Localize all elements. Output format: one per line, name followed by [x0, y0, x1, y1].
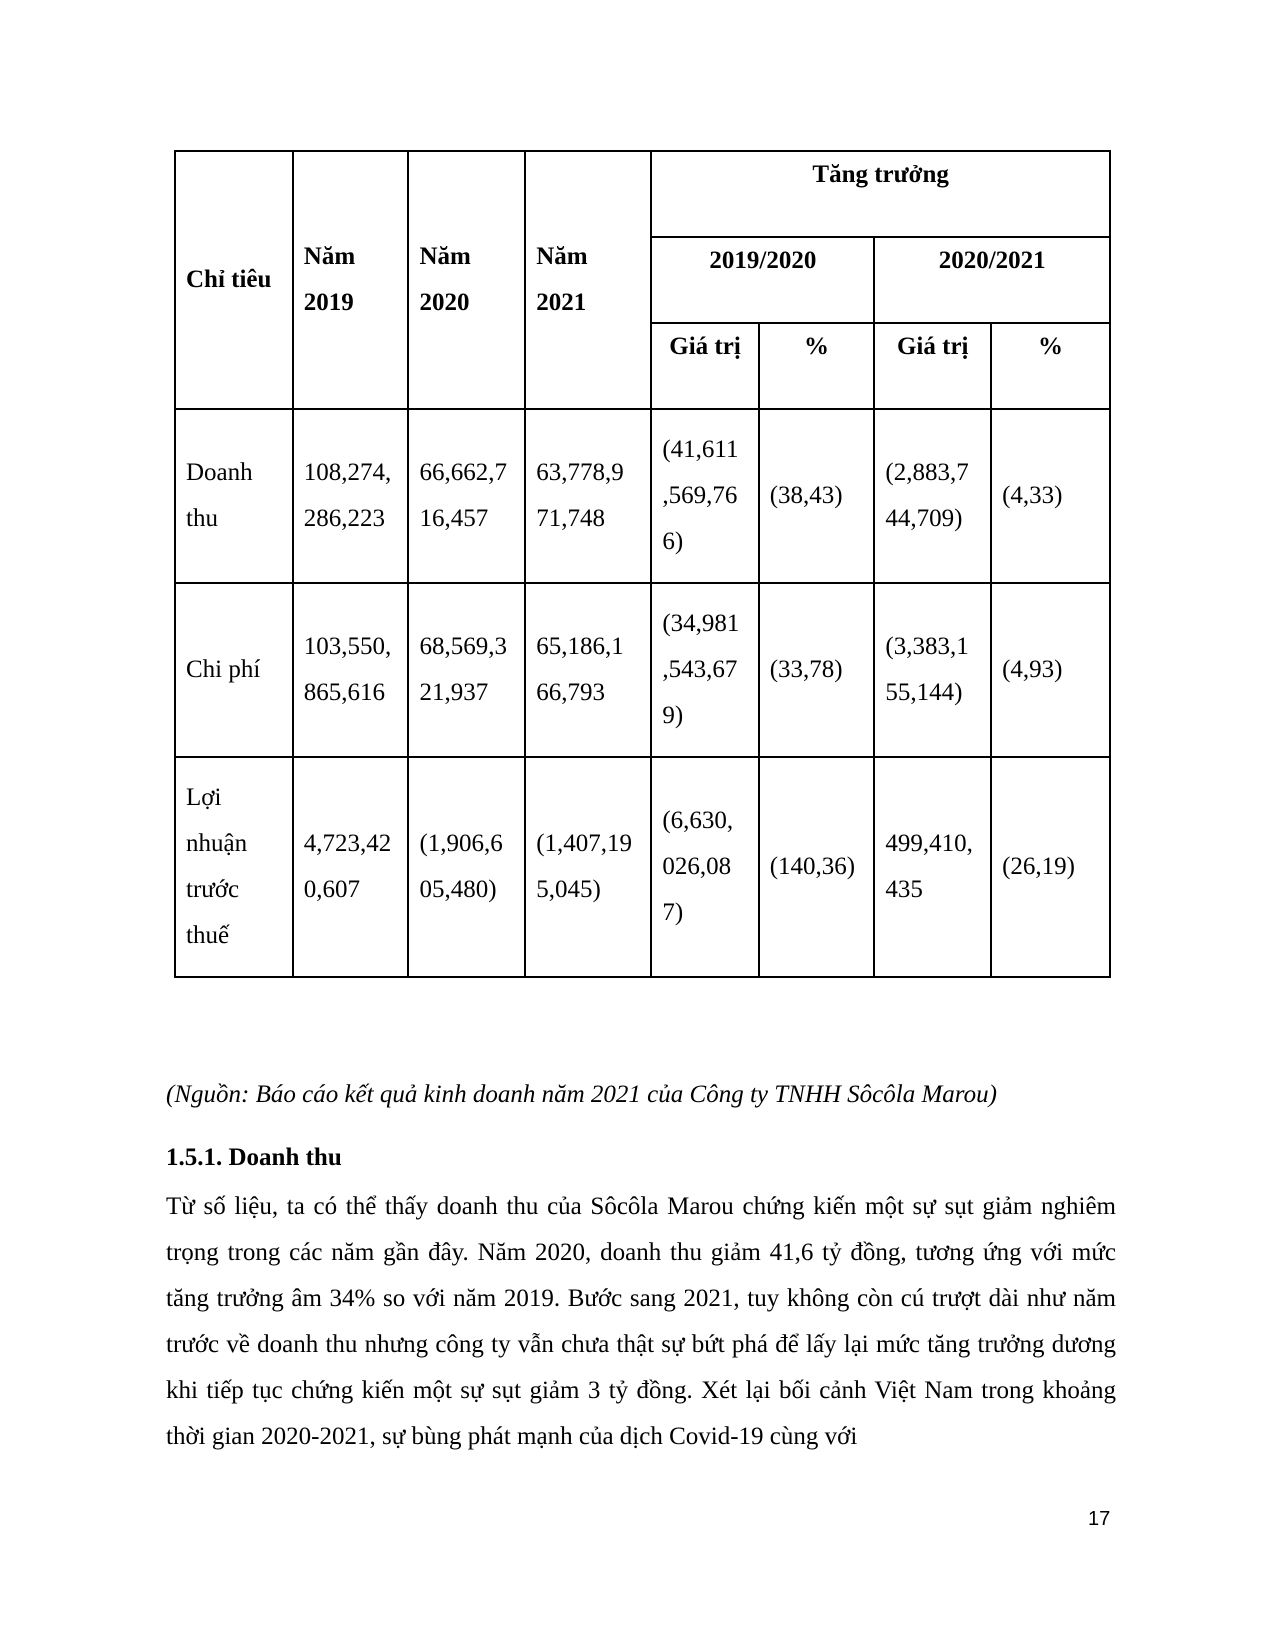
header-value-1: Giá trị — [651, 323, 758, 409]
header-indicator: Chỉ tiêu — [175, 151, 293, 409]
table-row — [175, 409, 1110, 583]
header-year-2020: Năm 2020 — [408, 151, 525, 409]
table-row — [175, 583, 1110, 757]
header-value-2: Giá trị — [874, 323, 991, 409]
cell-growth2-value: 499,410, 435 — [874, 757, 991, 977]
cell-growth1-percent: (38,43) — [759, 409, 875, 583]
row-indicator: Lợi nhuận trước thuế — [175, 757, 293, 977]
table-row — [175, 757, 1110, 977]
cell-growth1-percent: (140,36) — [759, 757, 875, 977]
cell-2021: (1,407,19 5,045) — [525, 757, 651, 977]
header-percent-1: % — [759, 323, 875, 409]
header-year-2019: Năm 2019 — [293, 151, 409, 409]
cell-growth1-value: (6,630, 026,08 7) — [651, 757, 758, 977]
row-indicator: Chi phí — [175, 583, 293, 757]
header-period-2019-2020: 2019/2020 — [651, 237, 874, 323]
row-indicator: Doanh thu — [175, 409, 293, 583]
cell-growth1-value: (41,611 ,569,76 6) — [651, 409, 758, 583]
cell-2019: 103,550, 865,616 — [293, 583, 409, 757]
cell-growth1-percent: (33,78) — [759, 583, 875, 757]
cell-growth2-value: (3,383,1 55,144) — [874, 583, 991, 757]
cell-2021: 63,778,9 71,748 — [525, 409, 651, 583]
cell-growth2-percent: (4,33) — [991, 409, 1110, 583]
cell-growth2-percent: (26,19) — [991, 757, 1110, 977]
cell-2019: 108,274, 286,223 — [293, 409, 409, 583]
cell-2020: (1,906,6 05,480) — [408, 757, 525, 977]
body-paragraph: Từ số liệu, ta có thể thấy doanh thu của Sôcôla Marou chứng kiến một sự sụt giảm nghiêm trọng trong các năm gần đây. Năm 2020, doanh thu giảm 41,6 tỷ đồng, tương ứng với mức tăng trưởng âm 34% so với năm 2019. Bước sang 2021, tuy không còn cú trượt dài như năm trước về doanh thu nhưng công ty vẫn chưa thật sự bứt phá để lấy lại mức tăng trưởng dương khi tiếp tục chứng kiến một sự sụt giảm 3 tỷ đồng. Xét lại bối cảnh Việt Nam trong khoảng thời gian 2020-2021, sự bùng phát mạnh của dịch Covid-19 cùng với — [166, 1193, 1116, 1450]
header-growth: Tăng trưởng — [651, 151, 1110, 237]
cell-growth2-value: (2,883,7 44,709) — [874, 409, 991, 583]
section-heading: 1.5.1. Doanh thu — [166, 1144, 342, 1171]
cell-2020: 68,569,3 21,937 — [408, 583, 525, 757]
cell-growth1-value: (34,981 ,543,67 9) — [651, 583, 758, 757]
cell-2020: 66,662,7 16,457 — [408, 409, 525, 583]
cell-growth2-percent: (4,93) — [991, 583, 1110, 757]
page-number: 17 — [1088, 1508, 1111, 1530]
header-percent-2: % — [991, 323, 1110, 409]
header-period-2020-2021: 2020/2021 — [874, 237, 1110, 323]
header-year-2021: Năm 2021 — [525, 151, 651, 409]
financial-table — [174, 150, 1111, 978]
cell-2019: 4,723,42 0,607 — [293, 757, 409, 977]
table-source-caption: (Nguồn: Báo cáo kết quả kinh doanh năm 2021 của Công ty TNHH Sôcôla Marou) — [166, 1081, 997, 1108]
cell-2021: 65,186,1 66,793 — [525, 583, 651, 757]
